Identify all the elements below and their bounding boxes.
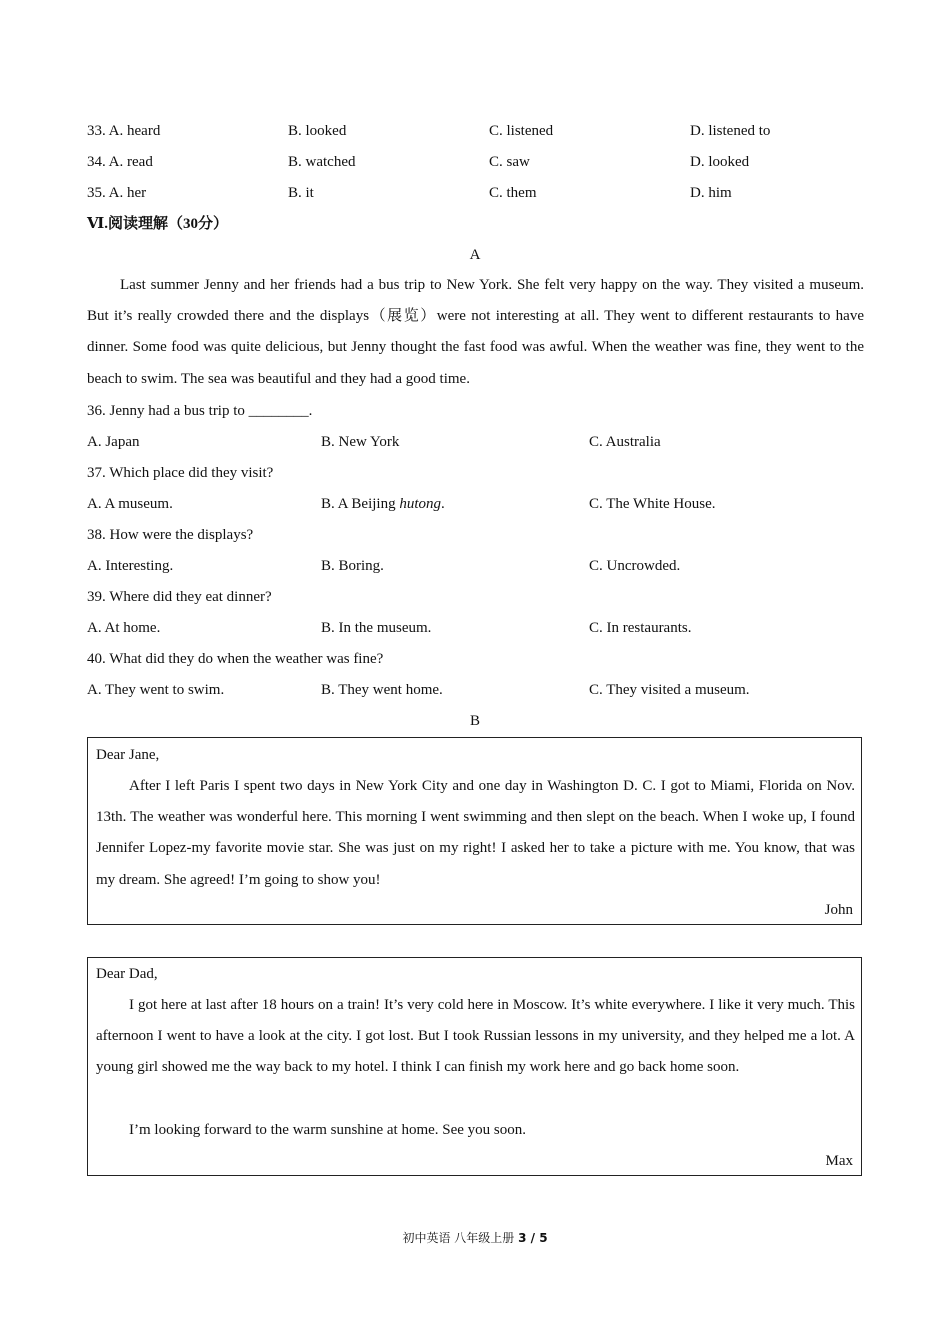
passage-b-label: B [469,713,480,729]
letter-2-greeting: Dear Dad, [96,966,158,982]
option-c: C. Uncrowded. [589,558,681,574]
option-c: C. They visited a museum. [589,682,750,698]
option-a: A. Interesting. [87,558,174,574]
question-40-options [87,681,867,699]
page-number: 3 / 5 [518,1231,548,1245]
option-a: A. Japan [87,434,140,450]
option-c: C. In restaurants. [589,620,692,636]
cloze-row-34 [87,153,867,171]
cloze-row-35 [87,184,867,202]
option-a: 34. A. read [87,154,153,170]
option-c: C. them [489,185,537,201]
option-b: B. watched [288,154,356,170]
passage-a-text: Last summer Jenny and her friends had a bus trip to New York. She felt very happy on the way. They visited a museum. But it’s really crowded there and the displays（展览）were not interesting at all. They went to different restaurants to have dinner. Some food was quite delicious, but Jenny thought the fast food was awful. When the weather was fine, they went to the beach to swim. The sea was beautiful and they had a good time. [87,277,864,387]
letter-2-body: I got here at last after 18 hours on a train! It’s very cold here in Moscow. It’s white everywhere. I like it very much. This afternoon I went to have a look at the city. I got lost. But I took Russian lessons in my university, and they helped me a lot. A young girl showed me the way back to my hotel. I think I can finish my work here and go back home soon. [96,997,855,1076]
question-38: 38. How were the displays? [87,527,254,543]
section-heading: Ⅵ.阅读理解（30分） [87,216,228,232]
page-footer [0,1229,950,1246]
letter-1-signature: John [824,902,853,918]
question-37-options [87,495,867,513]
letter-1-greeting: Dear Jane, [96,747,160,763]
option-c: C. listened [489,123,554,139]
option-b-suffix: . [441,496,445,512]
letter-2-closing: I’m looking forward to the warm sunshine at home. See you soon. [129,1122,527,1138]
option-b: B. In the museum. [321,620,432,636]
option-c: C. saw [489,154,530,170]
option-d: D. listened to [690,123,771,139]
option-b: B. Boring. [321,558,384,574]
option-d: D. him [690,185,732,201]
option-c: C. The White House. [589,496,716,512]
option-a: 35. A. her [87,185,147,201]
question-36: 36. Jenny had a bus trip to ________. [87,403,313,419]
option-b [321,495,445,513]
letter-2-signature: Max [825,1153,853,1169]
option-d: D. looked [690,154,750,170]
option-b: B. looked [288,123,347,139]
question-40: 40. What did they do when the weather was fine? [87,651,384,667]
letter-box-2 [87,957,862,1176]
cloze-row-33 [87,122,867,140]
option-a: 33. A. heard [87,123,161,139]
option-b: B. They went home. [321,682,443,698]
question-39: 39. Where did they eat dinner? [87,589,272,605]
question-38-options [87,557,867,575]
option-a: A. They went to swim. [87,682,225,698]
letter-1-body: After I left Paris I spent two days in New York City and one day in Washington D. C. I got to Miami, Florida on Nov. 13th. The weather was wonderful here. This morning I went swimming and then slept on the beach. When I woke up, I found Jennifer Lopez-my favorite movie star. She was just on my right! I asked her to take a picture with me. You know, that was my dream. She agreed! I’m going to show you! [96,778,855,888]
passage-a-label: A [469,247,481,263]
option-a: A. A museum. [87,496,173,512]
question-36-options [87,433,867,451]
footer-label: 初中英语 八年级上册 [402,1231,515,1245]
option-c: C. Australia [589,434,661,450]
question-39-options [87,619,867,637]
option-b: B. New York [321,434,400,450]
question-37: 37. Which place did they visit? [87,465,274,481]
letter-box-1 [87,737,862,925]
option-b-prefix: B. A Beijing [321,496,400,512]
option-b: B. it [288,185,314,201]
option-b-italic: hutong [399,496,442,512]
option-a: A. At home. [87,620,161,636]
